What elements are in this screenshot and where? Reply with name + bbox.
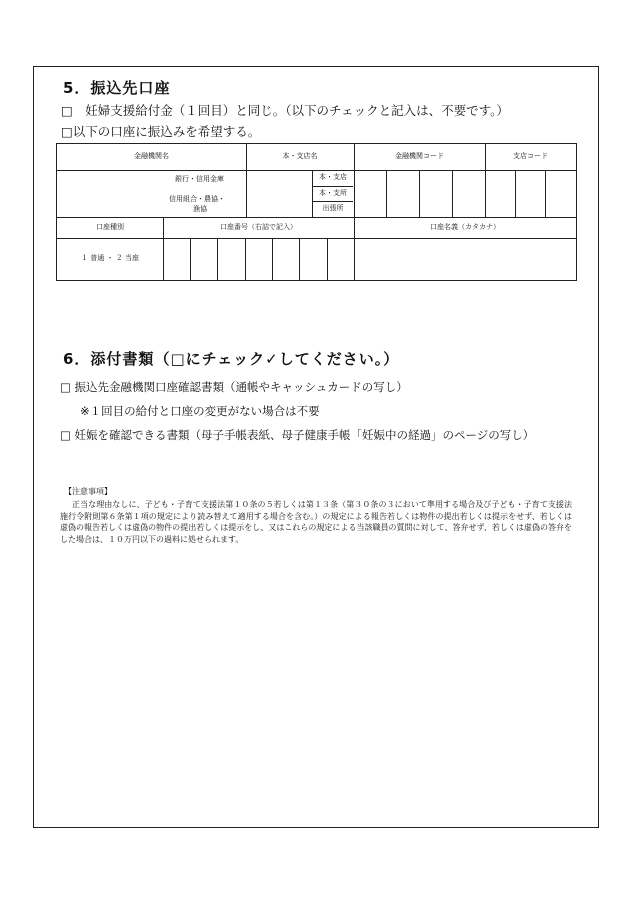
branch-type-main-office: 本・支所: [319, 188, 347, 197]
bank-confirmation-note: ※１回目の給付と口座の変更がない場合は不要: [80, 404, 320, 418]
section6-title: 6．添付書類（□にチェック✓してください。）: [63, 350, 400, 368]
header-account-type: 口座種別: [96, 222, 124, 231]
branch-type-main-branch: 本・支店: [319, 173, 347, 182]
pregnancy-confirmation-checkbox[interactable]: □ 妊娠を確認できる書類（母子手帳表紙、母子健康手帳「妊娠中の経過」のページの写し）: [60, 428, 535, 442]
header-branch-code: 支店コード: [513, 152, 548, 161]
table-line: [419, 170, 420, 217]
notes-title: 【注意事項】: [64, 487, 112, 496]
table-line: [386, 170, 387, 217]
institution-type-fishery: 漁協: [193, 205, 207, 213]
institution-type-bank: 銀行・信用金庫: [175, 175, 224, 183]
table-line: [299, 238, 300, 280]
header-account-name: 口座名義（カタカナ）: [430, 222, 500, 231]
same-account-checkbox-option[interactable]: □ 妊婦支援給付金（１回目）と同じ。（以下のチェックと記入は、不要です。）: [61, 103, 509, 118]
bank-confirmation-checkbox[interactable]: □ 振込先金融機関口座確認書類（通帳やキャッシュカードの写し）: [60, 380, 408, 394]
table-line: [452, 170, 453, 217]
account-type-options[interactable]: １ 普通 ・ ２ 当座: [81, 254, 139, 263]
table-line: [545, 170, 546, 217]
table-line: [190, 238, 191, 280]
table-line: [327, 238, 328, 280]
bank-account-table: [56, 143, 577, 281]
institution-type-coop: 信用組合・農協・: [169, 195, 225, 203]
header-institution: 金融機関名: [134, 152, 169, 161]
table-line: [515, 170, 516, 217]
table-line: [245, 238, 246, 280]
header-account-number: 口座番号（右詰で記入）: [220, 222, 297, 231]
table-line: [217, 238, 218, 280]
header-institution-code: 金融機関コード: [395, 152, 444, 161]
table-line: [272, 238, 273, 280]
new-account-checkbox-option[interactable]: □以下の口座に振込みを希望する。: [61, 124, 261, 139]
header-branch: 本・支店名: [282, 152, 318, 161]
section5-title: 5．振込先口座: [63, 79, 171, 97]
notes-body: 正当な理由なしに、子ども・子育て支援法第１０条の５若しくは第１３条（第３０条の３において準用する場合及び子ども・子育て支援法施行令附則第６条第１項の規定により読み替えて適用する場合を含む。）の規定による報告若しくは物件の提出若しくは提示をせず、若しくは虚偽の報告若しくは虚偽の物件の提出若しくは提示をし、又はこれらの規定による当該職員の質問に対して、答弁せず、若しくは虚偽の答弁をした場合は、１０万円以下の過料に処せられます。: [60, 500, 572, 544]
branch-type-office: 出張所: [322, 204, 344, 213]
